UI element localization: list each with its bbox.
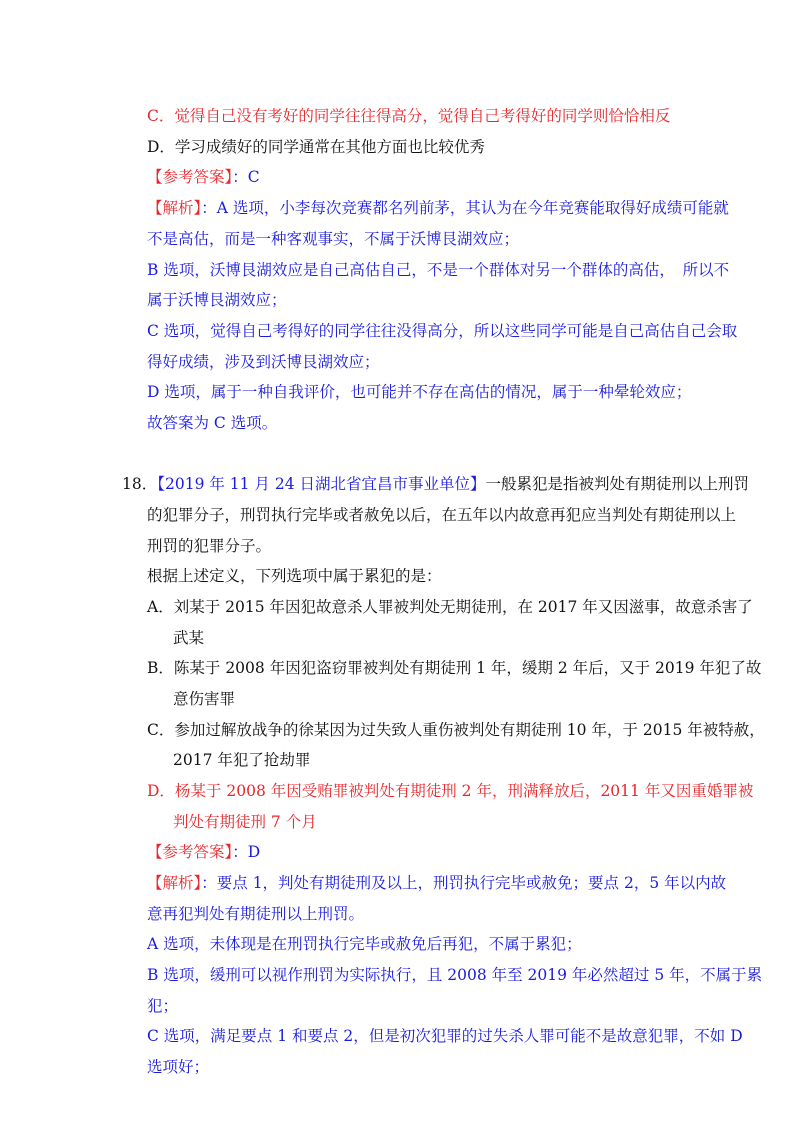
q18-analysis-line-3: A 选项，未体现是在刑罚执行完毕或赦免后再犯，不属于累犯； bbox=[147, 935, 582, 953]
question-number: 18． bbox=[122, 475, 158, 493]
q17-analysis-line-2: 不是高估，而是一种客观事实，不属于沃博艮湖效应； bbox=[147, 230, 520, 248]
q17-analysis-line-8: 故答案为 C 选项。 bbox=[147, 414, 278, 432]
q18-stem-line-2: 的犯罪分子，刑罚执行完毕或者赦免以后，在五年以内故意再犯应当判处有期徒刑以上 bbox=[147, 506, 737, 524]
q18-option-c-line-2: 2017 年犯了抢劫罪 bbox=[173, 751, 311, 769]
answer-label: 【参考答案】 bbox=[147, 843, 233, 861]
q18-stem-line-1 bbox=[122, 473, 749, 495]
q17-answer bbox=[147, 166, 260, 188]
q18-analysis-line-7: 选项好； bbox=[147, 1058, 210, 1076]
q18-option-a-line-1: A．刘某于 2015 年因犯故意杀人罪被判处无期徒刑，在 2017 年又因滋事，故意杀害了 bbox=[147, 598, 753, 616]
q17-analysis-line-4: 属于沃博艮湖效应； bbox=[147, 291, 287, 309]
q18-option-a-line-2: 武某 bbox=[173, 629, 205, 647]
answer-value: ：C bbox=[232, 168, 260, 186]
q18-option-b-line-2: 意伤害罪 bbox=[173, 690, 236, 708]
q18-analysis-line-5: 犯； bbox=[147, 997, 179, 1015]
q18-analysis-line-2: 意再犯判处有期徒刑以上刑罚。 bbox=[147, 905, 365, 923]
q18-analysis-line-4: B 选项，缓刑可以视作刑罚为实际执行，且 2008 年至 2019 年必然超过 5 年，不属于累 bbox=[147, 966, 763, 984]
q18-answer bbox=[147, 841, 260, 863]
analysis-label: 【解析】 bbox=[147, 874, 202, 892]
q17-analysis-line-5: C 选项，觉得自己考得好的同学往往没得高分，所以这些同学可能是自己高估自己会取 bbox=[147, 322, 738, 340]
q18-analysis-line-1 bbox=[147, 872, 726, 894]
answer-value: ：D bbox=[232, 843, 261, 861]
q18-prompt: 根据上述定义，下列选项中属于累犯的是： bbox=[147, 567, 442, 585]
question-source: 【2019 年 11 月 24 日湖北省宜昌市事业单位】 bbox=[157, 475, 486, 493]
analysis-text: ：A 选项，小李每次竞赛都名列前茅，其认为在今年竞赛能取得好成绩可能就 bbox=[201, 199, 729, 217]
q17-option-d: D．学习成绩好的同学通常在其他方面也比较优秀 bbox=[147, 138, 485, 156]
q18-analysis-line-6: C 选项，满足要点 1 和要点 2，但是初次犯罪的过失杀人罪可能不是故意犯罪，不如 D bbox=[147, 1027, 743, 1045]
q18-option-d-line-2: 判处有期徒刑 7 个月 bbox=[173, 813, 317, 831]
q17-analysis-line-1 bbox=[147, 197, 729, 219]
analysis-label: 【解析】 bbox=[147, 199, 202, 217]
q17-analysis-line-7: D 选项，属于一种自我评价，也可能并不存在高估的情况，属于一种晕轮效应； bbox=[147, 383, 692, 401]
q17-analysis-line-3: B 选项，沃博艮湖效应是自己高估自己，不是一个群体对另一个群体的高估， 所以不 bbox=[147, 261, 730, 279]
q18-option-b-line-1: B．陈某于 2008 年因犯盗窃罪被判处有期徒刑 1 年，缓期 2 年后，又于 2019 年犯了故 bbox=[147, 659, 762, 677]
q17-option-c: C．觉得自己没有考好的同学往往得高分，觉得自己考得好的同学则恰恰相反 bbox=[147, 107, 671, 125]
answer-label: 【参考答案】 bbox=[147, 168, 233, 186]
question-stem: 一般累犯是指被判处有期徒刑以上刑罚 bbox=[485, 475, 750, 493]
q18-option-d-line-1: D．杨某于 2008 年因受贿罪被判处有期徒刑 2 年，刑满释放后，2011 年又因重婚罪被 bbox=[147, 782, 754, 800]
q18-stem-line-3: 刑罚的犯罪分子。 bbox=[147, 537, 272, 555]
q18-option-c-line-1: C．参加过解放战争的徐某因为过失致人重伤被判处有期徒刑 10 年，于 2015 年被特赦， bbox=[147, 721, 765, 739]
q17-analysis-line-6: 得好成绩，涉及到沃博艮湖效应； bbox=[147, 353, 380, 371]
analysis-text: ：要点 1，判处有期徒刑及以上，刑罚执行完毕或赦免；要点 2，5 年以内故 bbox=[201, 874, 727, 892]
